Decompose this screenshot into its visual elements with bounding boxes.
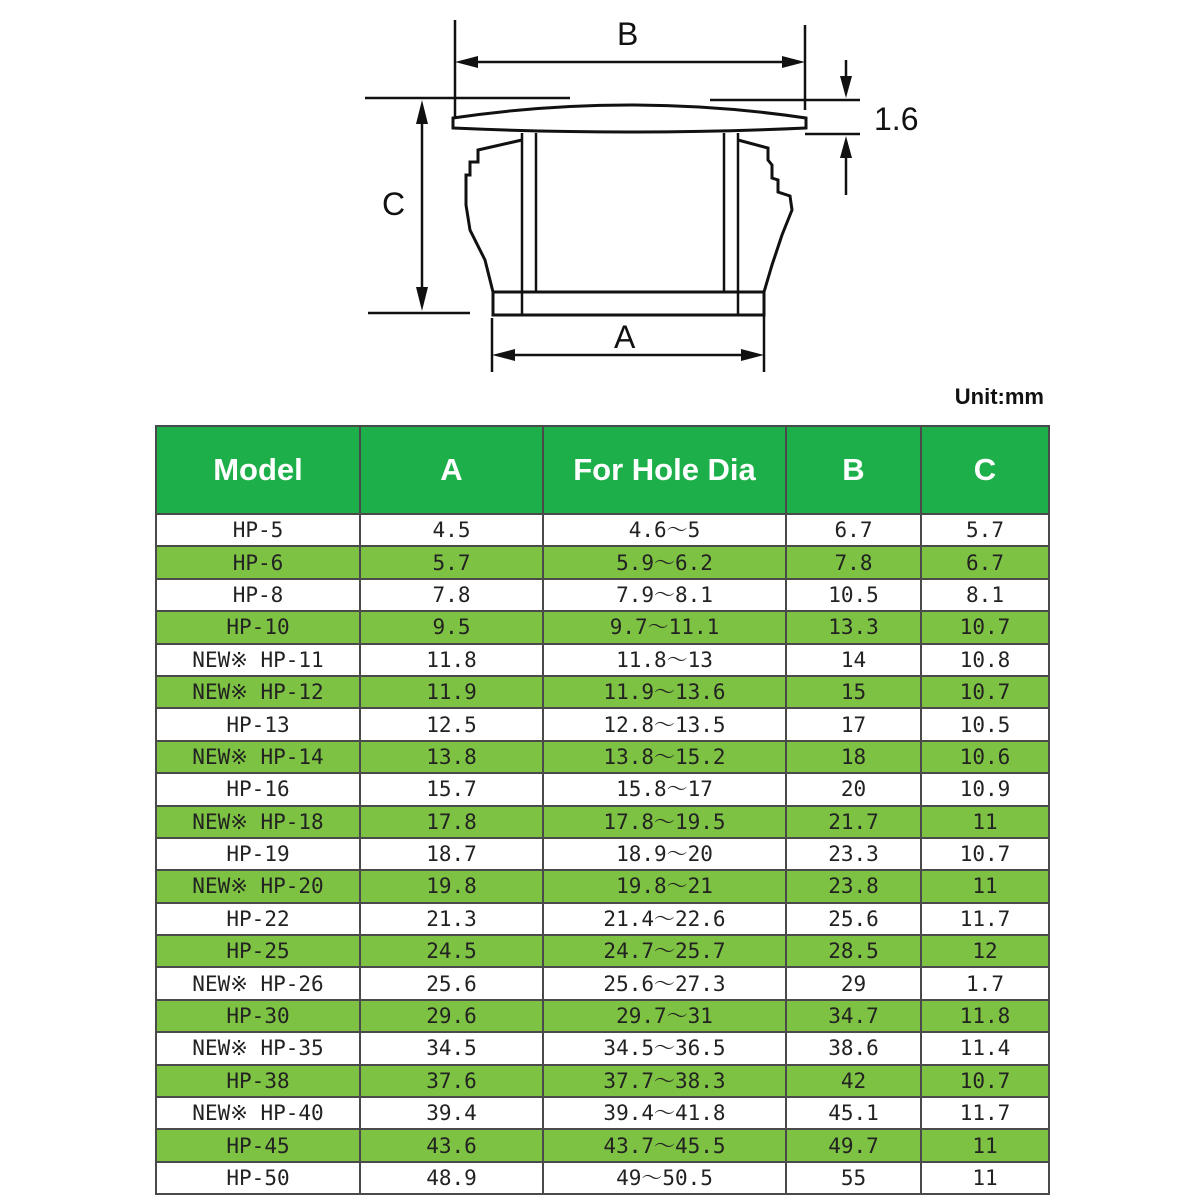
cell-a: 11.8	[360, 644, 543, 676]
table-row	[156, 708, 1049, 740]
cell-model: HP-6	[156, 546, 360, 578]
header-b: B	[786, 426, 921, 514]
cell-b: 7.8	[786, 546, 921, 578]
cell-hole-dia: 24.7～25.7	[543, 935, 786, 967]
cell-b: 20	[786, 773, 921, 805]
dimension-label-b: B	[617, 16, 639, 52]
table-row	[156, 903, 1049, 935]
cell-model: HP-50	[156, 1162, 360, 1194]
cell-hole-dia: 29.7～31	[543, 1000, 786, 1032]
cell-b: 23.3	[786, 838, 921, 870]
cell-c: 10.5	[921, 708, 1049, 740]
cell-hole-dia: 4.6～5	[543, 514, 786, 546]
table-row	[156, 1065, 1049, 1097]
cell-hole-dia: 5.9～6.2	[543, 546, 786, 578]
cell-c: 10.7	[921, 838, 1049, 870]
cell-a: 37.6	[360, 1065, 543, 1097]
cell-model: NEW※ HP-40	[156, 1097, 360, 1129]
cell-b: 18	[786, 741, 921, 773]
cell-model: HP-30	[156, 1000, 360, 1032]
cell-b: 29	[786, 967, 921, 999]
table-row	[156, 773, 1049, 805]
cell-model: HP-38	[156, 1065, 360, 1097]
header-hole-dia: For Hole Dia	[543, 426, 786, 514]
table-row	[156, 870, 1049, 902]
cell-a: 15.7	[360, 773, 543, 805]
cell-b: 14	[786, 644, 921, 676]
cell-model: HP-19	[156, 838, 360, 870]
cell-b: 49.7	[786, 1129, 921, 1161]
dimension-label-c: C	[382, 186, 406, 222]
cell-a: 43.6	[360, 1129, 543, 1161]
cell-c: 10.7	[921, 676, 1049, 708]
cell-a: 13.8	[360, 741, 543, 773]
table-row	[156, 741, 1049, 773]
cell-c: 10.7	[921, 1065, 1049, 1097]
cell-a: 21.3	[360, 903, 543, 935]
cell-model: NEW※ HP-11	[156, 644, 360, 676]
cell-model: HP-25	[156, 935, 360, 967]
cell-b: 10.5	[786, 579, 921, 611]
cell-model: HP-10	[156, 611, 360, 643]
table-row	[156, 1129, 1049, 1161]
table-row	[156, 806, 1049, 838]
table-row	[156, 935, 1049, 967]
cell-a: 19.8	[360, 870, 543, 902]
cell-model: NEW※ HP-14	[156, 741, 360, 773]
table-row	[156, 611, 1049, 643]
cell-c: 12	[921, 935, 1049, 967]
cell-c: 1.7	[921, 967, 1049, 999]
cell-a: 29.6	[360, 1000, 543, 1032]
cell-hole-dia: 12.8～13.5	[543, 708, 786, 740]
header-c: C	[921, 426, 1049, 514]
cell-c: 11	[921, 806, 1049, 838]
cell-hole-dia: 19.8～21	[543, 870, 786, 902]
cell-a: 11.9	[360, 676, 543, 708]
table-row	[156, 514, 1049, 546]
cell-c: 11.7	[921, 903, 1049, 935]
cell-a: 48.9	[360, 1162, 543, 1194]
cell-a: 39.4	[360, 1097, 543, 1129]
cell-c: 6.7	[921, 546, 1049, 578]
cell-a: 5.7	[360, 546, 543, 578]
cell-hole-dia: 11.9～13.6	[543, 676, 786, 708]
cell-model: HP-45	[156, 1129, 360, 1161]
cell-a: 9.5	[360, 611, 543, 643]
dimension-label-a: A	[614, 319, 636, 355]
cell-hole-dia: 37.7～38.3	[543, 1065, 786, 1097]
cell-a: 12.5	[360, 708, 543, 740]
cell-b: 25.6	[786, 903, 921, 935]
cell-hole-dia: 18.9～20	[543, 838, 786, 870]
table-row	[156, 644, 1049, 676]
cell-a: 4.5	[360, 514, 543, 546]
cell-c: 11	[921, 1129, 1049, 1161]
cell-model: NEW※ HP-35	[156, 1032, 360, 1064]
cell-hole-dia: 21.4～22.6	[543, 903, 786, 935]
cell-b: 23.8	[786, 870, 921, 902]
cell-hole-dia: 49～50.5	[543, 1162, 786, 1194]
cell-b: 13.3	[786, 611, 921, 643]
cell-c: 11	[921, 870, 1049, 902]
cell-c: 10.6	[921, 741, 1049, 773]
header-model: Model	[156, 426, 360, 514]
unit-label: Unit:mm	[954, 384, 1044, 409]
cell-model: NEW※ HP-20	[156, 870, 360, 902]
cell-a: 7.8	[360, 579, 543, 611]
cell-c: 8.1	[921, 579, 1049, 611]
cell-a: 17.8	[360, 806, 543, 838]
cell-c: 10.8	[921, 644, 1049, 676]
cell-b: 15	[786, 676, 921, 708]
cell-c: 11.4	[921, 1032, 1049, 1064]
table-row	[156, 579, 1049, 611]
cell-hole-dia: 39.4～41.8	[543, 1097, 786, 1129]
cell-a: 25.6	[360, 967, 543, 999]
cell-model: NEW※ HP-12	[156, 676, 360, 708]
table-row	[156, 967, 1049, 999]
cell-hole-dia: 15.8～17	[543, 773, 786, 805]
cell-hole-dia: 7.9～8.1	[543, 579, 786, 611]
cell-hole-dia: 25.6～27.3	[543, 967, 786, 999]
cell-a: 18.7	[360, 838, 543, 870]
cell-model: NEW※ HP-26	[156, 967, 360, 999]
cell-b: 28.5	[786, 935, 921, 967]
table-row	[156, 546, 1049, 578]
cell-a: 34.5	[360, 1032, 543, 1064]
cell-c: 10.9	[921, 773, 1049, 805]
table-header-row	[156, 426, 1049, 514]
cell-hole-dia: 11.8～13	[543, 644, 786, 676]
table-row	[156, 676, 1049, 708]
cell-model: HP-16	[156, 773, 360, 805]
table-row	[156, 1162, 1049, 1194]
cell-a: 24.5	[360, 935, 543, 967]
cell-b: 17	[786, 708, 921, 740]
cell-model: HP-5	[156, 514, 360, 546]
table-body	[156, 514, 1049, 1194]
cell-model: HP-8	[156, 579, 360, 611]
cell-c: 10.7	[921, 611, 1049, 643]
dimension-label-thickness: 1.6	[874, 101, 919, 137]
cell-c: 5.7	[921, 514, 1049, 546]
header-a: A	[360, 426, 543, 514]
cell-b: 6.7	[786, 514, 921, 546]
cell-hole-dia: 13.8～15.2	[543, 741, 786, 773]
cell-hole-dia: 34.5～36.5	[543, 1032, 786, 1064]
cell-b: 21.7	[786, 806, 921, 838]
cell-model: NEW※ HP-18	[156, 806, 360, 838]
cell-model: HP-22	[156, 903, 360, 935]
cell-b: 45.1	[786, 1097, 921, 1129]
cell-b: 34.7	[786, 1000, 921, 1032]
cell-model: HP-13	[156, 708, 360, 740]
table-row	[156, 1097, 1049, 1129]
cell-c: 11	[921, 1162, 1049, 1194]
cell-hole-dia: 9.7～11.1	[543, 611, 786, 643]
hole-plug-dimension-diagram	[0, 0, 1200, 390]
cell-c: 11.7	[921, 1097, 1049, 1129]
table-row	[156, 1032, 1049, 1064]
cell-b: 42	[786, 1065, 921, 1097]
cell-b: 38.6	[786, 1032, 921, 1064]
table-row	[156, 1000, 1049, 1032]
table-row	[156, 838, 1049, 870]
cell-hole-dia: 17.8～19.5	[543, 806, 786, 838]
specification-table	[155, 425, 1050, 1195]
cell-hole-dia: 43.7～45.5	[543, 1129, 786, 1161]
cell-c: 11.8	[921, 1000, 1049, 1032]
cell-b: 55	[786, 1162, 921, 1194]
